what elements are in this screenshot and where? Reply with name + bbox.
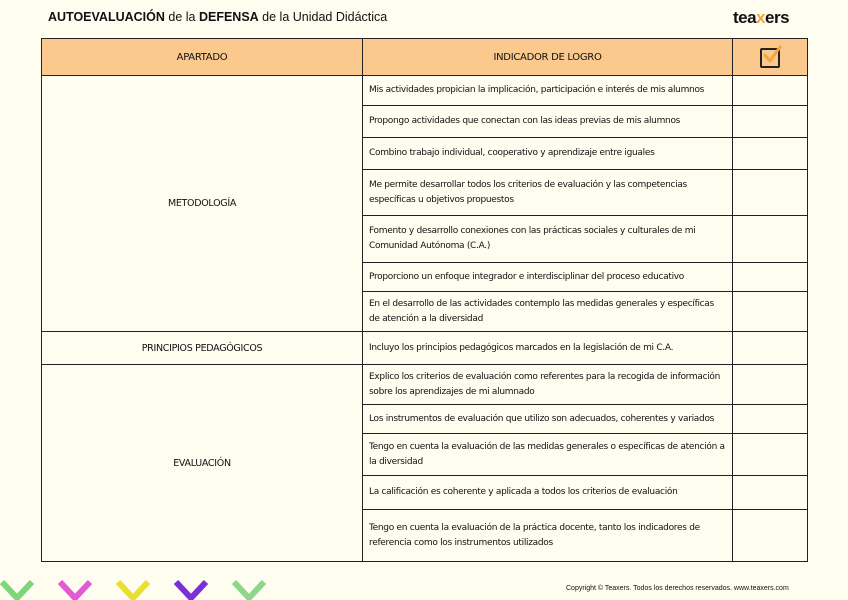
teaxers-logo: teaxers xyxy=(733,8,790,27)
decorative-chevrons xyxy=(0,580,300,600)
indicator-cell: Explico los criterios de evaluación como referentes para la recogida de información sobre los aprendizajes de mi alumnado xyxy=(363,365,733,405)
chevron-icon xyxy=(60,582,90,598)
indicator-cell: Tengo en cuenta la evaluación de la práctica docente, tanto los indicadores de referencia como los instrumentos utilizados xyxy=(363,510,733,562)
chevron-icon xyxy=(2,582,32,598)
check-cell[interactable] xyxy=(733,216,808,263)
section-label-evaluacion: EVALUACIÓN xyxy=(42,365,363,562)
column-header-check xyxy=(733,39,808,76)
check-cell[interactable] xyxy=(733,76,808,106)
check-cell[interactable] xyxy=(733,510,808,562)
check-cell[interactable] xyxy=(733,434,808,476)
indicator-cell: Incluyo los principios pedagógicos marcados en la legislación de mi C.A. xyxy=(363,332,733,365)
indicator-cell: Tengo en cuenta la evaluación de las medidas generales o específicas de atención a la diversidad xyxy=(363,434,733,476)
chevron-icon xyxy=(118,582,148,598)
indicator-cell: Mis actividades propician la implicación, participación e interés de mis alumnos xyxy=(363,76,733,106)
table-row xyxy=(42,365,808,405)
indicator-cell: Los instrumentos de evaluación que utilizo son adecuados, coherentes y variados xyxy=(363,405,733,434)
indicator-cell: Propongo actividades que conectan con las ideas previas de mis alumnos xyxy=(363,106,733,138)
indicator-cell: En el desarrollo de las actividades contemplo las medidas generales y específicas de atención a la diversidad xyxy=(363,292,733,332)
self-evaluation-table xyxy=(41,38,808,562)
column-header-apartado: APARTADO xyxy=(42,39,363,76)
chevron-icon xyxy=(234,582,264,598)
indicator-cell: Proporciono un enfoque integrador e interdisciplinar del proceso educativo xyxy=(363,263,733,292)
check-cell[interactable] xyxy=(733,476,808,510)
chevron-icon xyxy=(176,582,206,598)
check-cell[interactable] xyxy=(733,263,808,292)
column-header-indicador: INDICADOR DE LOGRO xyxy=(363,39,733,76)
check-cell[interactable] xyxy=(733,138,808,170)
page-title: AUTOEVALUACIÓN de la DEFENSA de la Unidad Didáctica xyxy=(48,10,388,24)
indicator-cell: Me permite desarrollar todos los criterios de evaluación y las competencias específicas u objetivos propuestos xyxy=(363,170,733,216)
copyright-footer: Copyright © Teaxers. Todos los derechos reservados. www.teaxers.com xyxy=(566,585,789,592)
table-row xyxy=(42,76,808,106)
indicator-cell: Fomento y desarrollo conexiones con las prácticas sociales y culturales de mi Comunidad Autónoma (C.A.) xyxy=(363,216,733,263)
check-cell[interactable] xyxy=(733,292,808,332)
section-label-metodologia: METODOLOGÍA xyxy=(42,76,363,332)
check-cell[interactable] xyxy=(733,170,808,216)
section-label-principios: PRINCIPIOS PEDAGÓGICOS xyxy=(42,332,363,365)
table-row xyxy=(42,332,808,365)
indicator-cell: Combino trabajo individual, cooperativo y aprendizaje entre iguales xyxy=(363,138,733,170)
check-cell[interactable] xyxy=(733,106,808,138)
checkbox-check-icon xyxy=(760,48,780,68)
check-cell[interactable] xyxy=(733,365,808,405)
check-cell[interactable] xyxy=(733,332,808,365)
check-cell[interactable] xyxy=(733,405,808,434)
indicator-cell: La calificación es coherente y aplicada a todos los criterios de evaluación xyxy=(363,476,733,510)
